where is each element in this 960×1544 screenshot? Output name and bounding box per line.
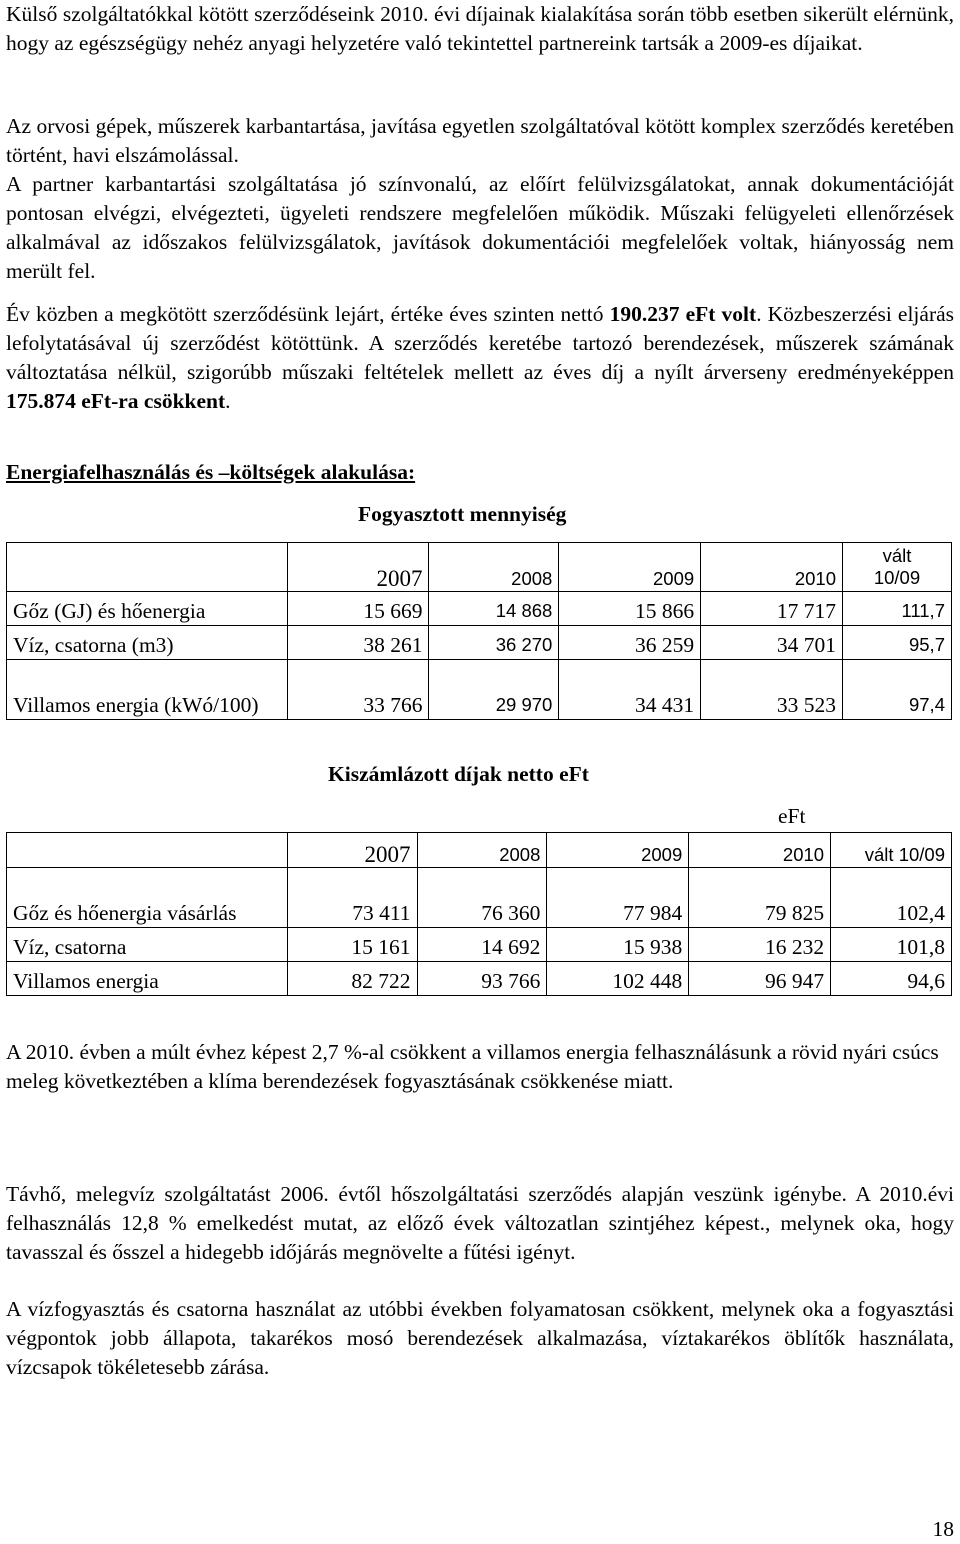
row-label: Gőz és hőenergia vásárlás xyxy=(7,868,288,928)
old-contract-value: 190.237 eFt volt xyxy=(609,302,757,326)
cell-2010: 33 523 xyxy=(701,660,843,720)
paragraph-district-heating: Távhő, melegvíz szolgáltatást 2006. évtől hőszolgáltatási szerződés alapján veszünk igénybe. A 2010.évi felhasználás 12,8 % emelkedést mutat, az előző évek változatlan szintjéhez képest., melynek oka, hogy tavasszal és ősszel a hidegebb időjárás megnövelte a fűtési igényt. xyxy=(6,1182,954,1264)
cell-2010: 79 825 xyxy=(689,868,831,928)
paragraph-new-contract: Év közben a megkötött szerződésünk lejárt, értéke éves szinten nettó 190.237 eFt volt. Közbeszerzési eljárás lefolytatásával új szerződést kötöttünk. A szerződés keretébe tartozó berendezések, műszerek számának változtatása nélkül, szigorúbb műszaki feltételek mellett az éves díj a nyílt árverseny eredményeképpen 175.874 eFt-ra csökkent. xyxy=(6,302,955,413)
new-contract-value: 175.874 eFt-ra csökkent xyxy=(6,389,226,413)
paragraph-partner-service: A partner karbantartási szolgáltatása jó színvonalú, az előírt felülvizsgálatokat, annak dokumentációját pontosan elvégzi, elvégezteti, ügyeleti rendszere megfelelően működik. Műszaki felügyeleti ellenőrzések alkalmával az időszakos felülvizsgálatok, javítások dokumentációi megfelelőek voltak, hiányosság nem merült fel. xyxy=(6,172,954,283)
row-label: Villamos energia (kWó/100) xyxy=(7,660,288,720)
cell-2009: 34 431 xyxy=(559,660,701,720)
row-label: Víz, csatorna xyxy=(7,928,288,962)
header-2007: 2007 xyxy=(287,833,417,868)
paragraph-medical-equipment: Az orvosi gépek, műszerek karbantartása, javítása egyetlen szolgáltatóval kötött komplex szerződés keretében történt, havi elszámolással. xyxy=(6,114,954,167)
cell-2008: 14 868 xyxy=(429,592,559,626)
cell-2009: 15 938 xyxy=(547,928,689,962)
header-2009: 2009 xyxy=(547,833,689,868)
header-2007: 2007 xyxy=(287,543,429,592)
cell-change: 97,4 xyxy=(842,660,951,720)
cell-2009: 77 984 xyxy=(547,868,689,928)
cell-2007: 38 261 xyxy=(287,626,429,660)
cell-change: 102,4 xyxy=(831,868,952,928)
table-row xyxy=(7,928,952,962)
paragraph-water: A vízfogyasztás és csatorna használat az utóbbi években folyamatosan csökkent, melynek oka a fogyasztási végpontok jobb állapota, takarékos mosó berendezések alkalmazása, víztakarékos öblítők használata, vízcsapok tökéletesebb zárása. xyxy=(6,1297,954,1379)
cell-change: 101,8 xyxy=(831,928,952,962)
page-number: 18 xyxy=(932,1517,954,1541)
cell-2008: 76 360 xyxy=(417,868,547,928)
header-2009: 2009 xyxy=(559,543,701,592)
header-empty xyxy=(7,833,288,868)
table2-title: Kiszámlázott díjak netto eFt xyxy=(328,762,589,786)
header-2008: 2008 xyxy=(417,833,547,868)
row-label: Villamos energia xyxy=(7,962,288,996)
table2-unit: eFt xyxy=(778,804,806,828)
cell-2008: 14 692 xyxy=(417,928,547,962)
cell-2008: 93 766 xyxy=(417,962,547,996)
cell-2009: 15 866 xyxy=(559,592,701,626)
paragraph-electricity: A 2010. évben a múlt évhez képest 2,7 %-al csökkent a villamos energia felhasználásunk a rövid nyári csúcs meleg következtében a klíma berendezések fogyasztásának csökkenése miatt. xyxy=(6,1040,939,1093)
table-row xyxy=(7,868,952,928)
header-change: vált 10/09 xyxy=(842,543,951,592)
energy-section-heading: Energiafelhasználás és –költségek alakulása: xyxy=(6,460,416,484)
cell-2010: 34 701 xyxy=(701,626,843,660)
table-row xyxy=(7,592,952,626)
cell-change: 95,7 xyxy=(842,626,951,660)
cell-2009: 36 259 xyxy=(559,626,701,660)
cell-2010: 17 717 xyxy=(701,592,843,626)
cell-2010: 16 232 xyxy=(689,928,831,962)
header-empty xyxy=(7,543,288,592)
cell-change: 111,7 xyxy=(842,592,951,626)
cell-2007: 73 411 xyxy=(287,868,417,928)
table-header-row xyxy=(7,543,952,592)
header-2008: 2008 xyxy=(429,543,559,592)
table-row xyxy=(7,962,952,996)
paragraph-contract-fees: Külső szolgáltatókkal kötött szerződéseink 2010. évi díjainak kialakítása során több esetben sikerült elérnünk, hogy az egészségügy nehéz anyagi helyzetére való tekintettel partnereink tartsák a 2009-es díjaikat. xyxy=(6,2,954,55)
row-label: Víz, csatorna (m3) xyxy=(7,626,288,660)
billed-fees-table xyxy=(6,832,952,996)
table-row xyxy=(7,626,952,660)
table-row xyxy=(7,660,952,720)
cell-2007: 15 669 xyxy=(287,592,429,626)
header-change: vált 10/09 xyxy=(831,833,952,868)
header-2010: 2010 xyxy=(701,543,843,592)
row-label: Gőz (GJ) és hőenergia xyxy=(7,592,288,626)
cell-2009: 102 448 xyxy=(547,962,689,996)
cell-2007: 15 161 xyxy=(287,928,417,962)
table-header-row xyxy=(7,833,952,868)
cell-2008: 29 970 xyxy=(429,660,559,720)
table1-title: Fogyasztott mennyiség xyxy=(358,502,567,526)
cell-change: 94,6 xyxy=(831,962,952,996)
cell-2007: 82 722 xyxy=(287,962,417,996)
cell-2010: 96 947 xyxy=(689,962,831,996)
cell-2008: 36 270 xyxy=(429,626,559,660)
header-2010: 2010 xyxy=(689,833,831,868)
cell-2007: 33 766 xyxy=(287,660,429,720)
consumption-table xyxy=(6,542,952,720)
